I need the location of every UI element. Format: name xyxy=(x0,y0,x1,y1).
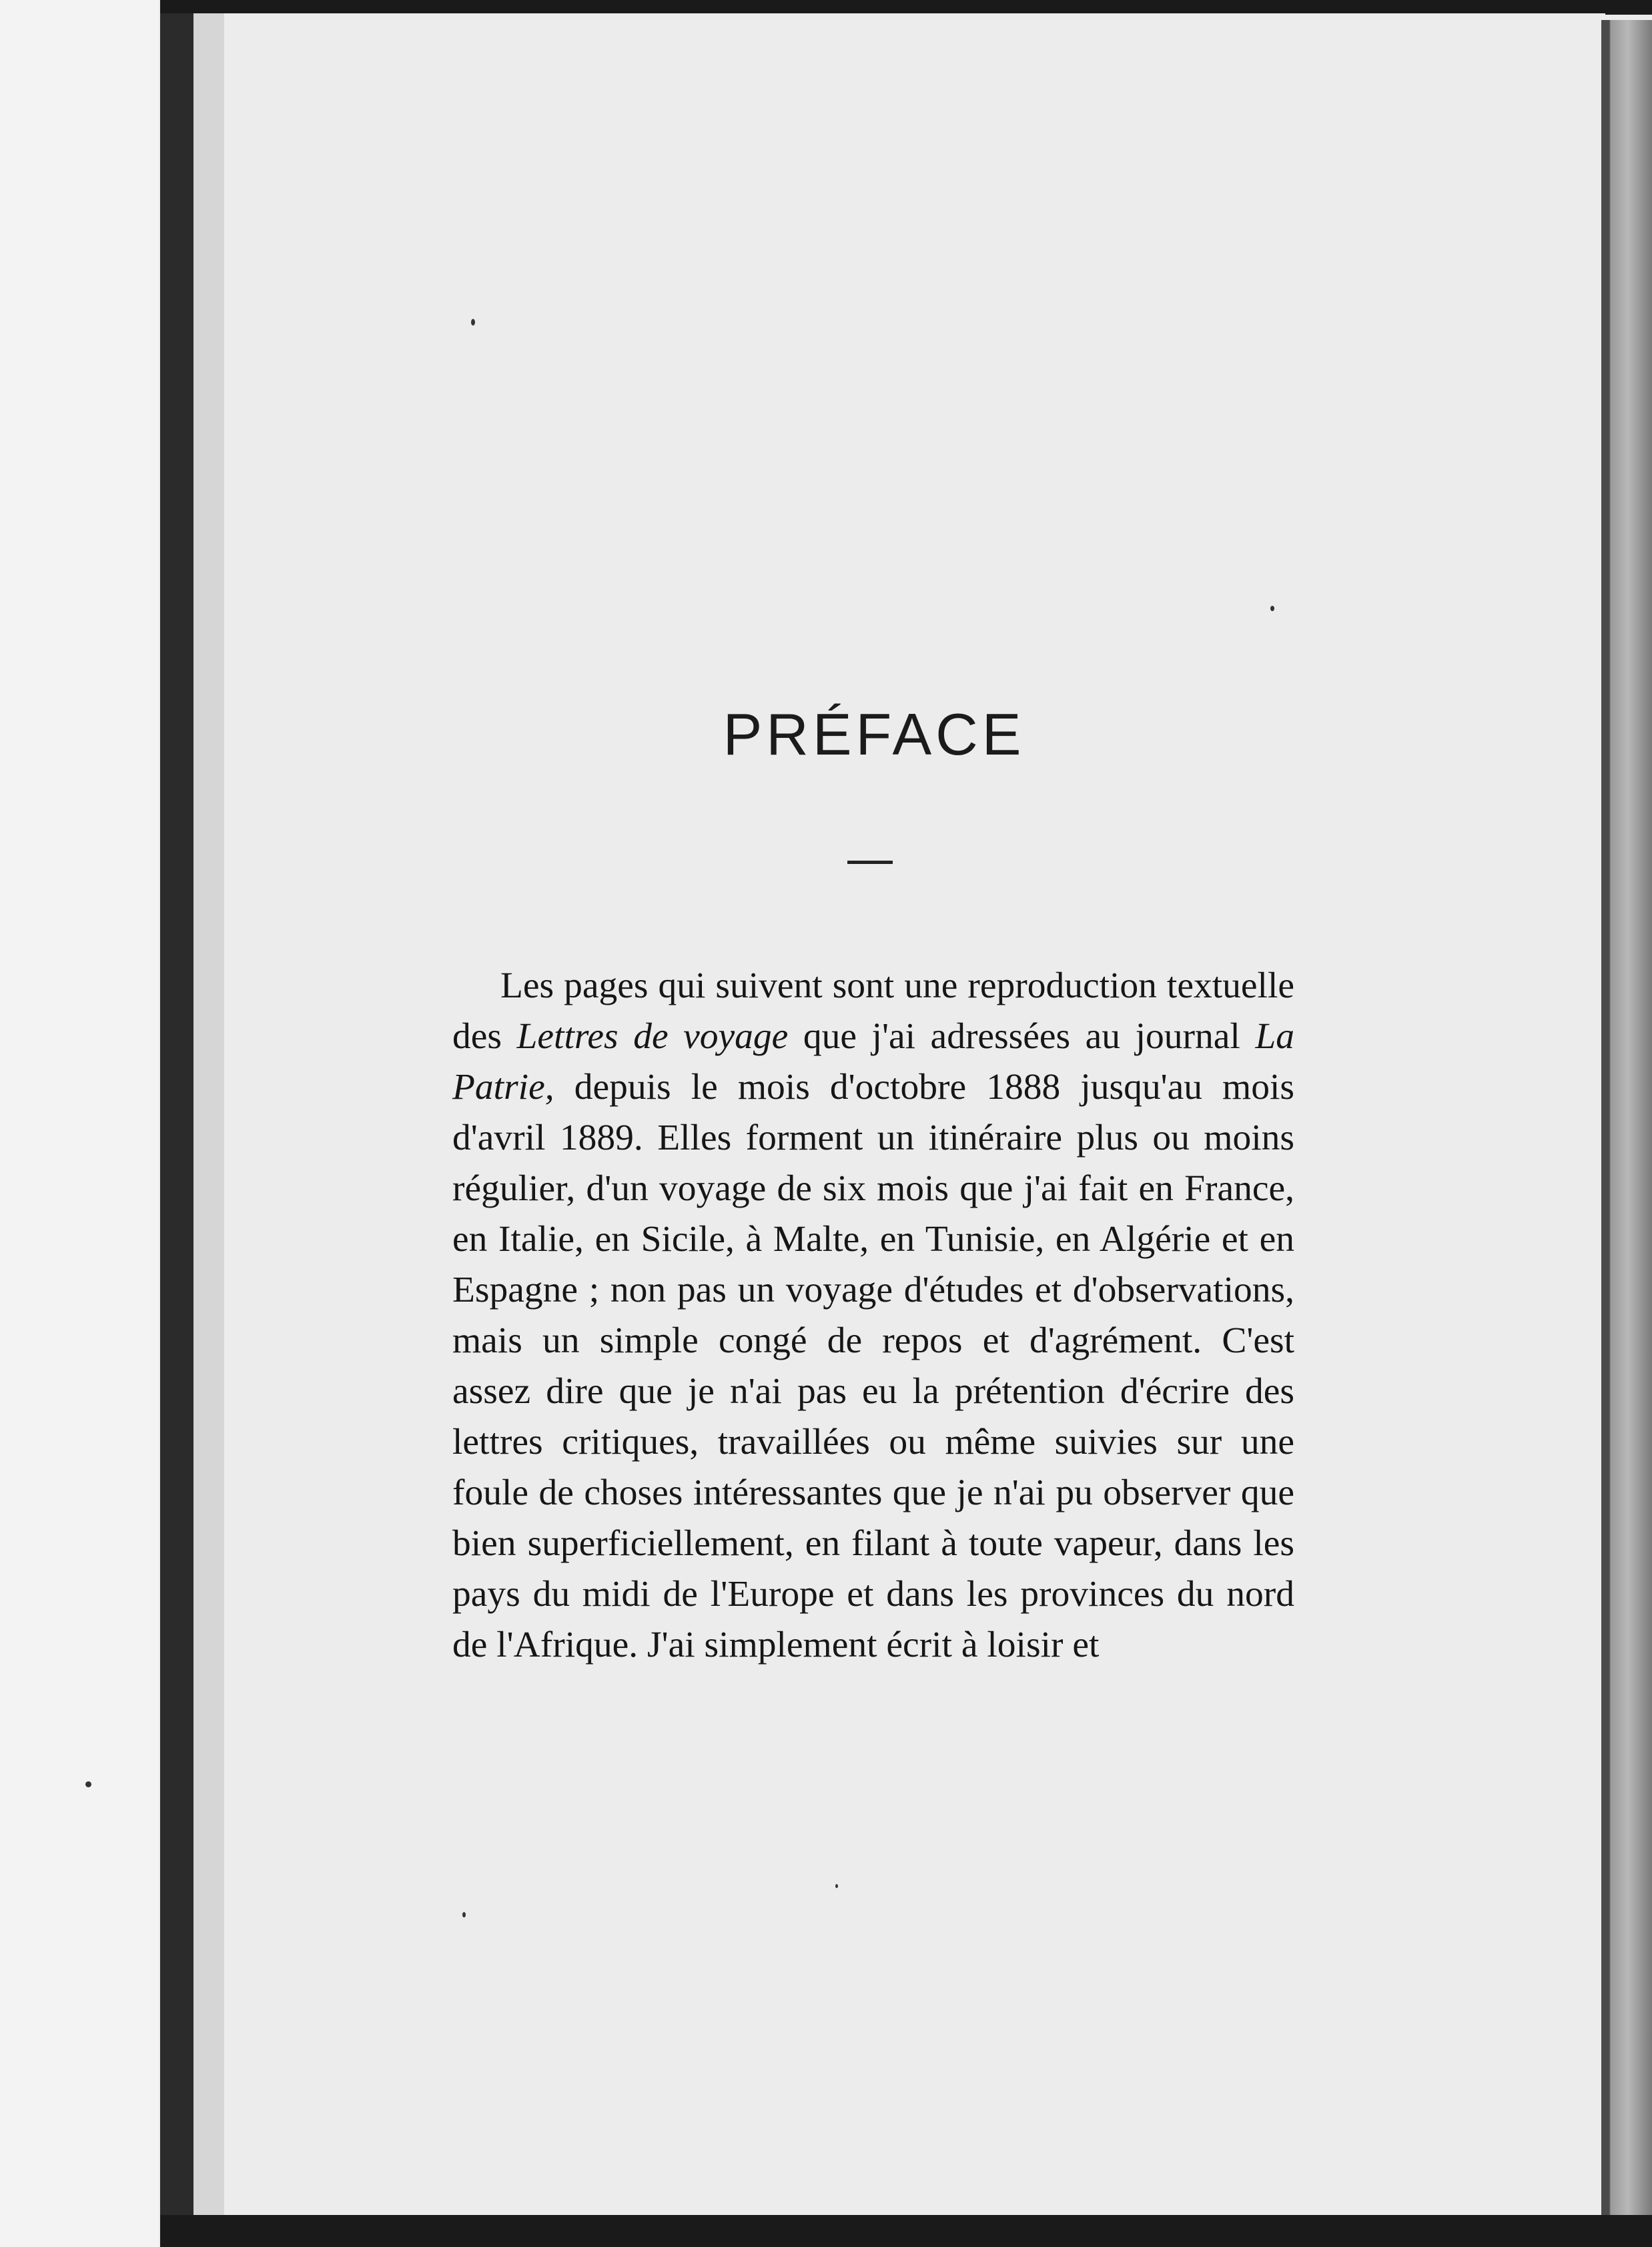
bottom-border xyxy=(160,2215,1652,2247)
paragraph-text: Les pages qui suivent sont une reproduction textuelle des xyxy=(452,965,1294,1057)
paragraph-text: depuis le mois d'octobre 1888 jusqu'au mois d'avril 1889. Elles forment un itinéraire plus ou moins régulier, d'un voyage de six mois que j'ai fait en France, en Italie, en Sicile, à Malte, en Tunisie, en Algérie et en Espagne ; non pas un voyage d'études et d'observations, mais un simple congé de repos et d'agrément. C'est assez dire que je n'ai pas eu la prétention d'écrire des lettres critiques, travaillées ou même suivies sur une foule de choses intéressantes que je n'ai pu observer que bien superficiellement, en filant à toute vapeur, dans les pays du midi de l'Europe et dans les provinces du nord de l'Afrique. J'ai simplement écrit à loisir et xyxy=(452,1067,1294,1665)
dust-speck xyxy=(462,1912,466,1917)
left-margin xyxy=(0,0,159,2247)
dust-speck xyxy=(835,1884,838,1888)
top-border xyxy=(160,0,1652,15)
dust-speck xyxy=(85,1781,91,1787)
page-title: PRÉFACE xyxy=(723,701,1025,767)
title-divider xyxy=(847,861,893,864)
binding-shadow xyxy=(160,13,193,2215)
paragraph-text: que j'ai adressées au journal xyxy=(788,1016,1256,1057)
italic-title-patrie: La Patrie, xyxy=(452,1016,1294,1107)
italic-title-lettres: Lettres de voyage xyxy=(516,1016,789,1057)
dust-speck xyxy=(471,319,475,326)
binding-edge xyxy=(193,13,224,2215)
dust-speck xyxy=(1270,606,1274,611)
page-edge-right xyxy=(1601,20,1652,2215)
preface-paragraph xyxy=(452,961,1294,1671)
